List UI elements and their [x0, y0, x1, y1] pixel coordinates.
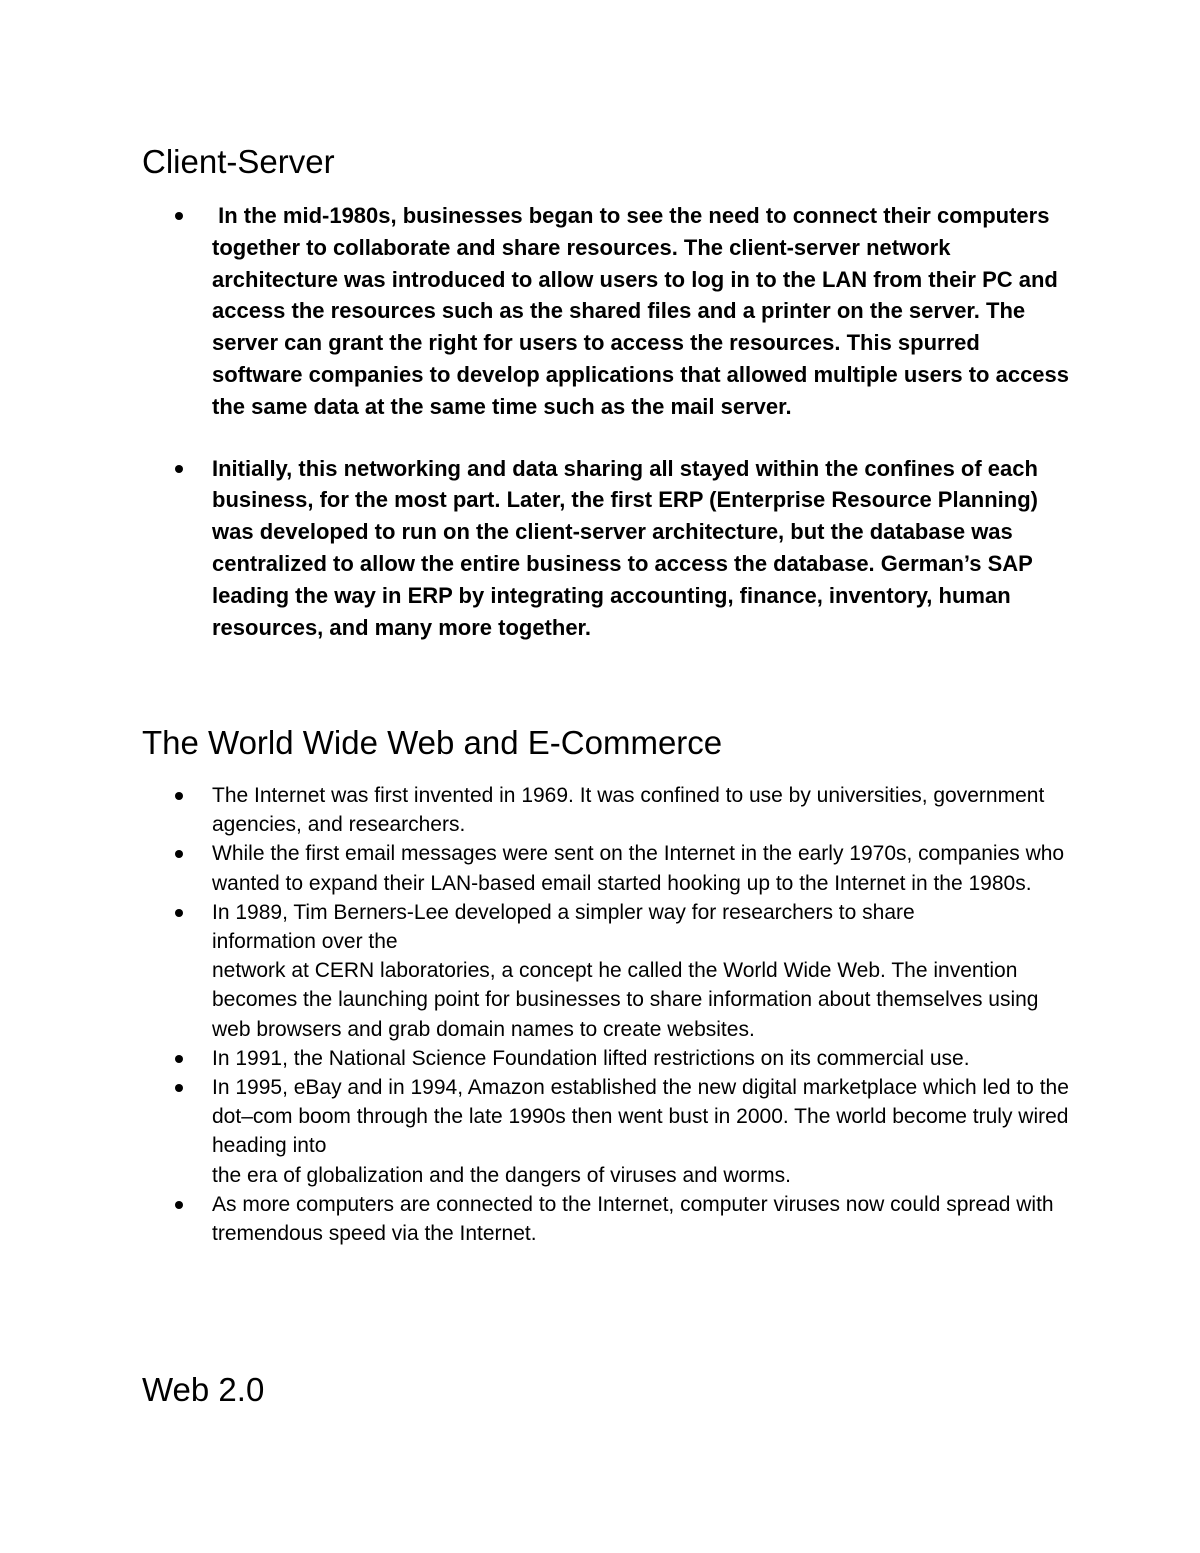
bullet-icon [175, 1201, 183, 1209]
list-item [170, 898, 1070, 1044]
www-bullet-list [170, 781, 1070, 1248]
bullet-text-line-1: In 1995, eBay and in 1994, Amazon established the new digital marketplace which led to the dot–com boom through the late 1990s then went bust in 2000. The world become truly wired heading into [212, 1076, 1069, 1158]
bullet-text-line-2: the era of globalization and the dangers of viruses and worms. [212, 1163, 792, 1187]
bullet-icon [175, 1055, 183, 1063]
list-item [170, 839, 1070, 897]
section-heading-world-wide-web: The World Wide Web and E-Commerce [142, 724, 723, 761]
bullet-icon [175, 792, 183, 800]
bullet-icon [175, 212, 183, 220]
list-item [170, 453, 1070, 644]
bullet-text: The Internet was first invented in 1969. It was confined to use by universities, government agencies, and researchers. [212, 784, 1045, 837]
bullet-text-line-2: network at CERN laboratories, a concept he called the World Wide Web. The invention becomes the launching point for businesses to share information about themselves using web browsers and grab domain names to create websites. [212, 959, 1039, 1041]
bullet-icon [175, 909, 183, 917]
list-item [170, 1190, 1070, 1248]
bullet-icon [175, 850, 183, 858]
bullet-icon [175, 1084, 183, 1092]
bullet-text: Initially, this networking and data sharing all stayed within the confines of each business, for the most part. Later, the first ERP (Enterprise Resource Planning) was developed to run on the client-server architecture, but the database was centralized to allow the entire business to access the database. German’s SAP leading the way in ERP by integrating accounting, finance, inventory, human resources, and many more together. [212, 455, 1038, 640]
list-item [170, 781, 1070, 839]
bullet-text: In the mid-1980s, businesses began to see the need to connect their computers together to collaborate and share resources. The client-server network architecture was introduced to allow users to log in to the LAN from their PC and access the resources such as the shared files and a printer on the server. The server can grant the right for users to access the resources. This spurred software companies to develop applications that allowed multiple users to access the same data at the same time such as the mail server. [212, 203, 1076, 419]
list-item [170, 200, 1076, 423]
list-item [170, 1073, 1070, 1190]
list-item [170, 1044, 1070, 1073]
client-server-bullet-list [170, 200, 1076, 643]
bullet-text: As more computers are connected to the Internet, computer viruses now could spread with tremendous speed via the Internet. [212, 1192, 1054, 1246]
section-heading-web-2: Web 2.0 [142, 1371, 265, 1408]
bullet-text-line-1: In 1989, Tim Berners-Lee developed a simpler way for researchers to share information over the [212, 900, 915, 954]
section-heading-client-server: Client-Server [142, 143, 335, 180]
bullet-text: While the first email messages were sent on the Internet in the early 1970s, companies who wanted to expand their LAN-based email started hooking up to the Internet in the 1980s. [212, 842, 1065, 895]
bullet-text: In 1991, the National Science Foundation lifted restrictions on its commercial use. [212, 1046, 970, 1070]
bullet-icon [175, 465, 183, 473]
